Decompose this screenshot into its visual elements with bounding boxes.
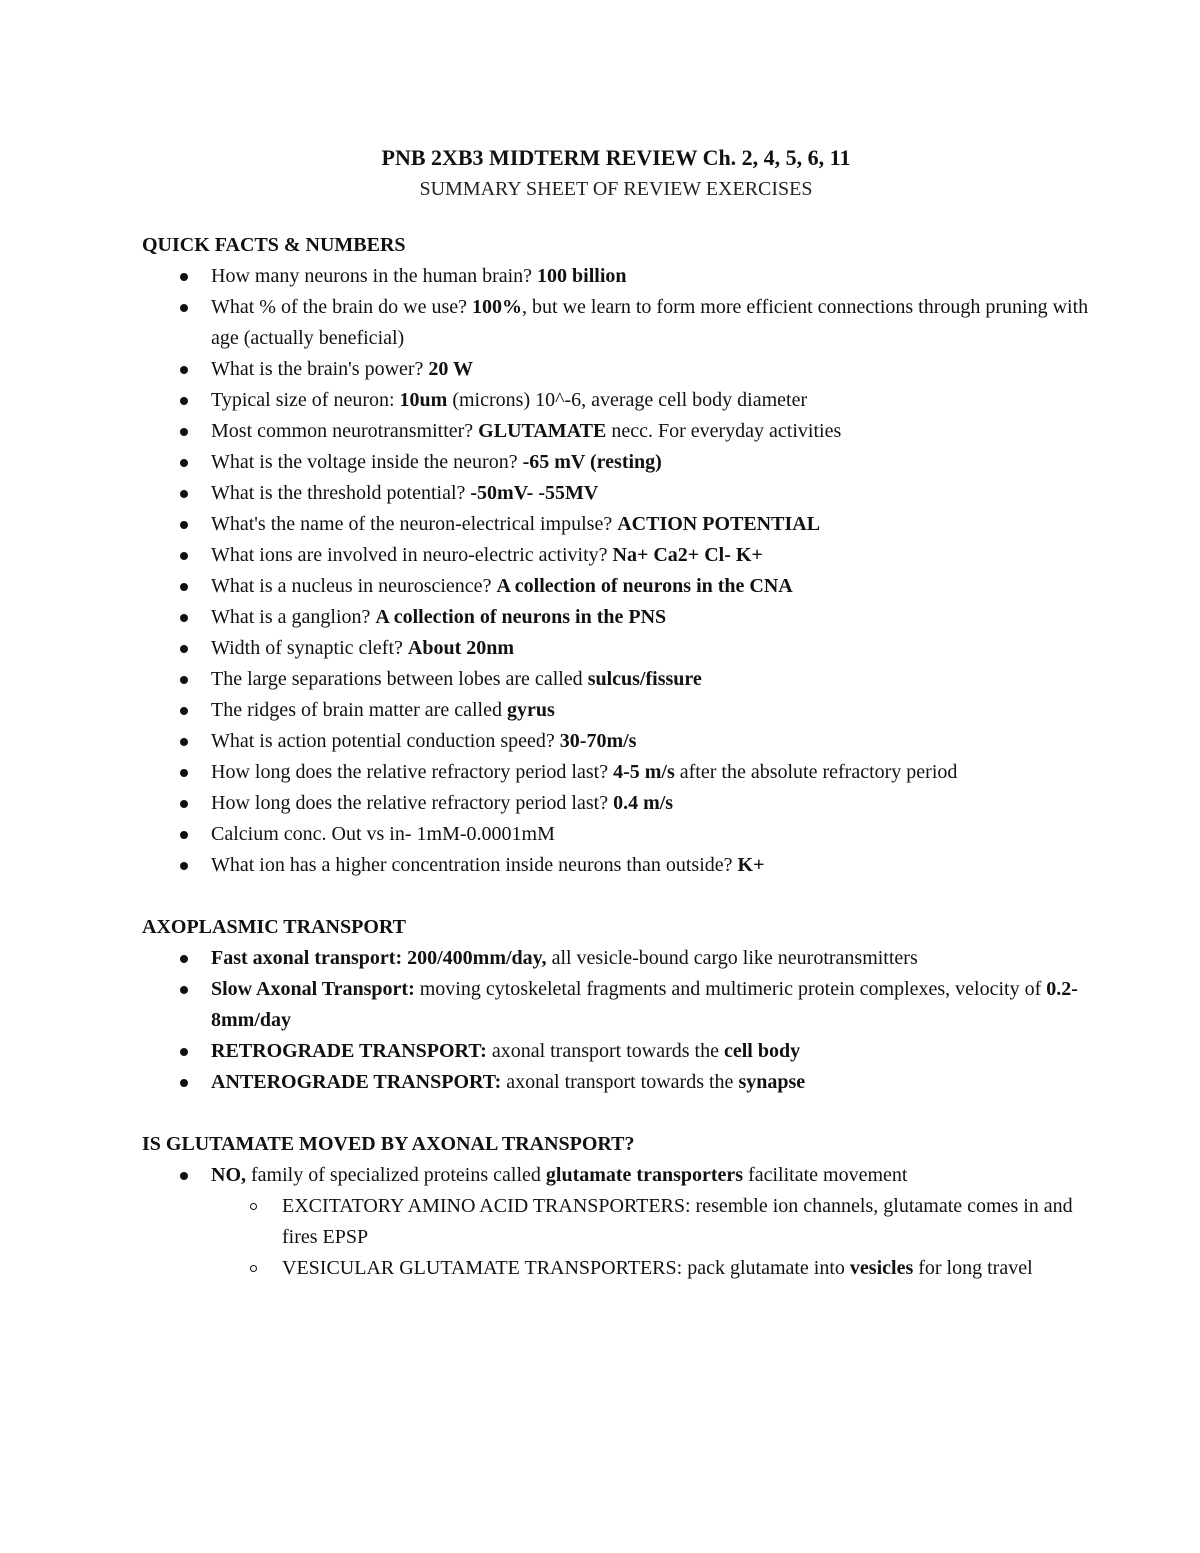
list-item: The large separations between lobes are called sulcus/fissure bbox=[142, 664, 1090, 695]
list-item: ANTEROGRADE TRANSPORT: axonal transport towards the synapse bbox=[142, 1067, 1090, 1098]
document-subtitle: SUMMARY SHEET OF REVIEW EXERCISES bbox=[419, 178, 813, 200]
list-item: Fast axonal transport: 200/400mm/day, all vesicle-bound cargo like neurotransmitters bbox=[142, 943, 1090, 974]
list-item: What ions are involved in neuro-electric activity? Na+ Ca2+ Cl- K+ bbox=[142, 540, 1090, 571]
glutamate-heading: IS GLUTAMATE MOVED BY AXONAL TRANSPORT? bbox=[142, 1133, 635, 1155]
list-item: What % of the brain do we use? 100%, but we learn to form more efficient connections through pruning with age (actually beneficial) bbox=[142, 292, 1090, 354]
list-item: What is the brain's power? 20 W bbox=[142, 354, 1090, 385]
list-item: What is a nucleus in neuroscience? A collection of neurons in the CNA bbox=[142, 571, 1090, 602]
list-item: What is the voltage inside the neuron? -65 mV (resting) bbox=[142, 447, 1090, 478]
glutamate-list bbox=[142, 1160, 1090, 1284]
spacer bbox=[142, 881, 1090, 912]
axoplasmic-heading: AXOPLASMIC TRANSPORT bbox=[142, 916, 406, 938]
list-item: NO, family of specialized proteins called glutamate transporters facilitate movement EXCITATORY AMINO ACID TRANSPORTERS: resemble ion channels, glutamate comes in and fires EPSP VESICULAR GLUTAMATE TRANSPORTERS: pack glutamate into vesicles for long travel bbox=[142, 1160, 1090, 1284]
spacer bbox=[142, 1098, 1090, 1129]
quick-facts-heading: QUICK FACTS & NUMBERS bbox=[142, 234, 406, 256]
list-item: What is a ganglion? A collection of neurons in the PNS bbox=[142, 602, 1090, 633]
list-item: What is the threshold potential? -50mV- -55MV bbox=[142, 478, 1090, 509]
list-item: Width of synaptic cleft? About 20nm bbox=[142, 633, 1090, 664]
glutamate-sublist bbox=[142, 1191, 1090, 1284]
list-item: Calcium conc. Out vs in- 1mM-0.0001mM bbox=[142, 819, 1090, 850]
list-item: Most common neurotransmitter? GLUTAMATE necc. For everyday activities bbox=[142, 416, 1090, 447]
document-title: PNB 2XB3 MIDTERM REVIEW Ch. 2, 4, 5, 6, 11 bbox=[381, 145, 851, 170]
list-item: How long does the relative refractory period last? 0.4 m/s bbox=[142, 788, 1090, 819]
list-item: What is action potential conduction speed? 30-70m/s bbox=[142, 726, 1090, 757]
list-item: The ridges of brain matter are called gyrus bbox=[142, 695, 1090, 726]
sub-list-item: VESICULAR GLUTAMATE TRANSPORTERS: pack glutamate into vesicles for long travel bbox=[142, 1253, 1090, 1284]
list-item: Slow Axonal Transport: moving cytoskeletal fragments and multimeric protein complexes, velocity of 0.2-8mm/day bbox=[142, 974, 1090, 1036]
list-item: RETROGRADE TRANSPORT: axonal transport towards the cell body bbox=[142, 1036, 1090, 1067]
list-item: What ion has a higher concentration inside neurons than outside? K+ bbox=[142, 850, 1090, 881]
list-item: Typical size of neuron: 10um (microns) 10^-6, average cell body diameter bbox=[142, 385, 1090, 416]
list-item: What's the name of the neuron-electrical impulse? ACTION POTENTIAL bbox=[142, 509, 1090, 540]
list-item: How long does the relative refractory period last? 4-5 m/s after the absolute refractory period bbox=[142, 757, 1090, 788]
sub-list-item: EXCITATORY AMINO ACID TRANSPORTERS: resemble ion channels, glutamate comes in and fires EPSP bbox=[142, 1191, 1090, 1253]
list-item: How many neurons in the human brain? 100 billion bbox=[142, 261, 1090, 292]
axoplasmic-list bbox=[142, 943, 1090, 1098]
quick-facts-list bbox=[142, 261, 1090, 881]
